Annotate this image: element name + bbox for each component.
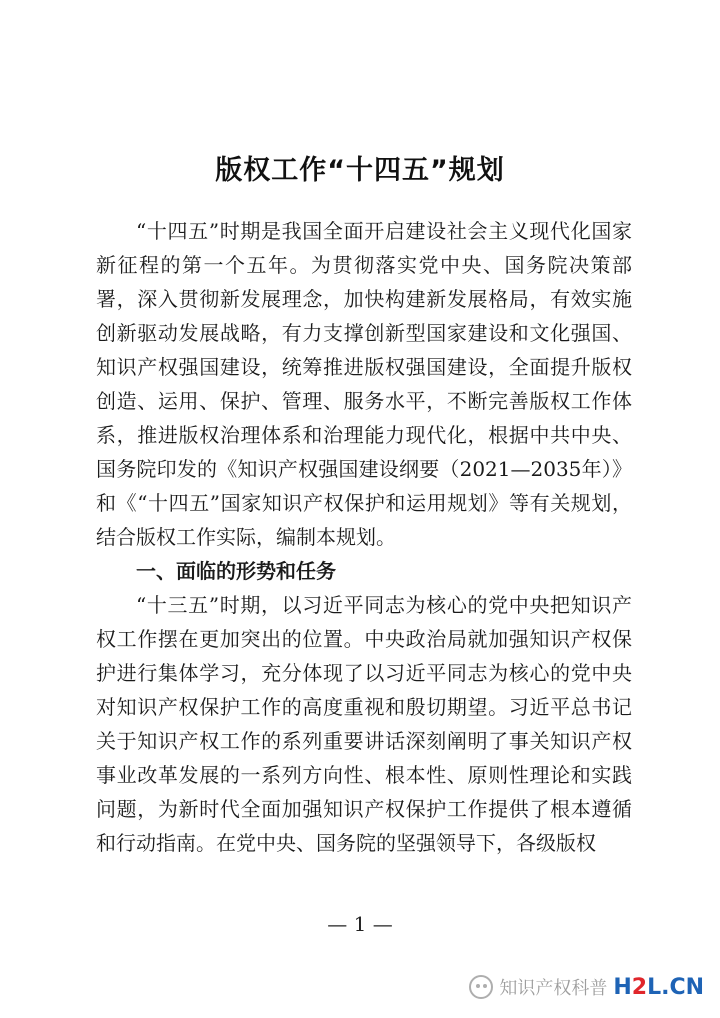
watermark-account-text: 知识产权科普 (499, 978, 608, 999)
section-heading: 一、面临的形势和任务 (136, 559, 336, 583)
intro-paragraph: “十四五”时期是我国全面开启建设社会主义现代化国家新征程的第一个五年。为贯彻落实党中央、国务院决策部署，深入贯彻新发展理念，加快构建新发展格局，有效实施创新驱动发展战略，有力支撑创新型国家建设和文化强国、知识产权强国建设，统筹推进版权强国建设，全面提升版权创造、运用、保护、管理、服务水平，不断完善版权工作体系，推进版权治理体系和治理能力现代化，根据中共中央、国务院印发的《知识产权强国建设纲要（2021—2035年）》和《“十四五”国家知识产权保护和运用规划》等有关规划，结合版权工作实际，编制本规划。 (96, 219, 632, 549)
section-paragraph: “十三五”时期，以习近平同志为核心的党中央把知识产权工作摆在更加突出的位置。中央政治局就加强知识产权保护进行集体学习，充分体现了以习近平同志为核心的党中央对知识产权保护工作的高度重视和殷切期望。习近平总书记关于知识产权工作的系列重要讲话深刻阐明了事关知识产权事业改革发展的一系列方向性、根本性、原则性理论和实践问题，为新时代全面加强知识产权保护工作提供了根本遵循和行动指南。在党中央、国务院的坚强领导下，各级版权 (96, 593, 632, 855)
site-logo: H2L.CN (613, 974, 704, 1000)
watermark (469, 972, 704, 1002)
page-number: — 1 — (327, 912, 393, 936)
wechat-icon (469, 975, 493, 999)
document-body (96, 214, 632, 860)
document-title: 版权工作“十四五”规划 (215, 155, 505, 186)
